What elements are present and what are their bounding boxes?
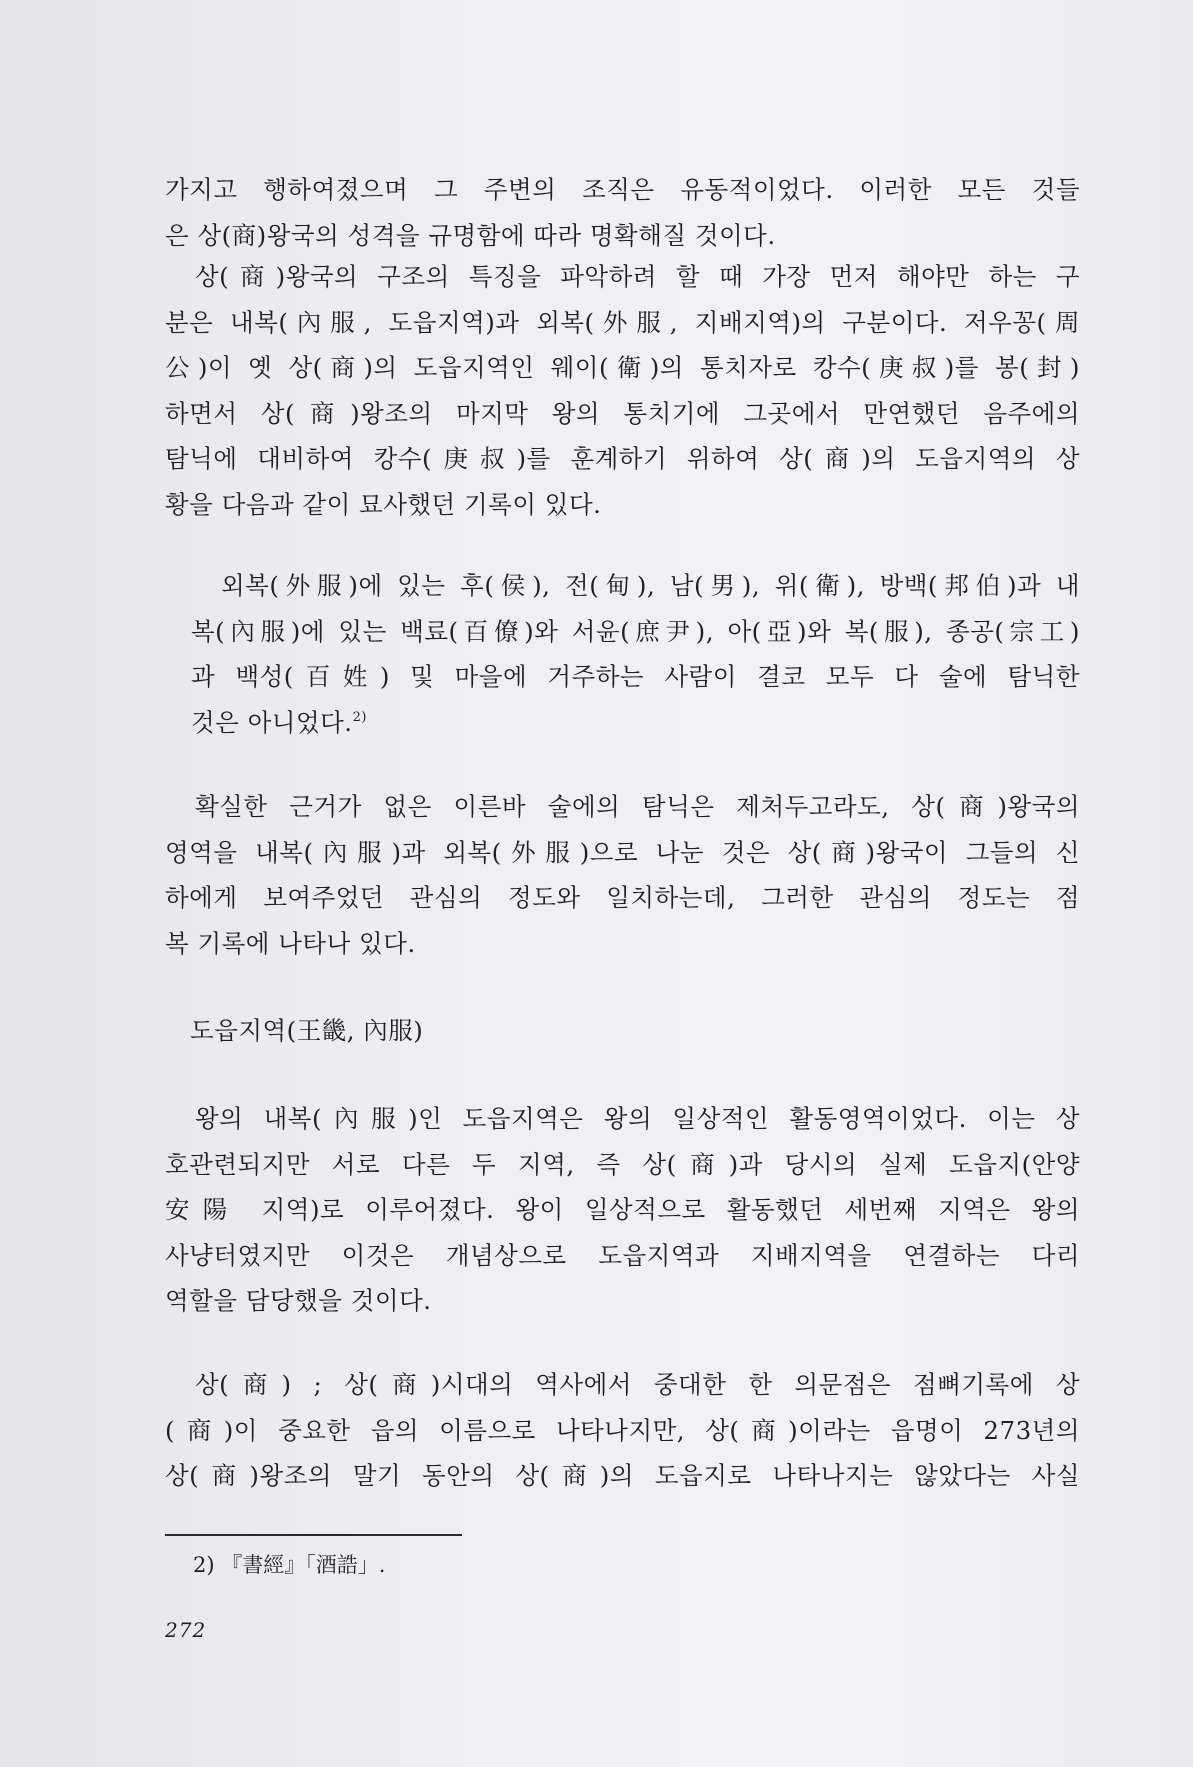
paragraph-continuation — [165, 167, 1080, 258]
text-line: 公)이 옛 상(商)의 도읍지역인 웨이(衛)의 통치자로 캉수(庚叔)를 봉(封) — [165, 353, 1080, 382]
text-line: 왕의 내복(內服)인 도읍지역은 왕의 일상적인 활동영역이었다. 이는 상 — [195, 1104, 1080, 1133]
text-line: 가지고 행하여졌으며 그 주변의 조직은 유동적이었다. 이러한 모든 것들 — [165, 175, 1080, 204]
paragraph-indulgence — [165, 784, 1080, 966]
section-heading: 도읍지역(王畿, 內服) — [190, 1016, 424, 1045]
text-line: 확실한 근거가 없은 이른바 술에의 탐닉은 제처두고라도, 상(商)왕국의 — [195, 792, 1080, 821]
text-line: 외복(外服)에 있는 후(侯), 전(甸), 남(男), 위(衛), 방백(邦伯)과 내 — [221, 571, 1080, 600]
text-line: 황을 다음과 같이 묘사했던 기록이 있다. — [165, 489, 602, 519]
paragraph-capital-region — [165, 1096, 1080, 1324]
text-line: 복(內服)에 있는 백료(百僚)와 서윤(庶尹), 아(亞)와 복(服), 종공(宗工) — [191, 616, 1080, 646]
footnote: 2) 『書經』「酒誥」. — [193, 1553, 386, 1577]
footnote-reference[interactable]: 2) — [352, 709, 367, 725]
text-line: 하에게 보여주었던 관심의 정도와 일치하는데, 그러한 관심의 정도는 점 — [165, 883, 1080, 912]
text-line: 상(商) ; 상(商)시대의 역사에서 중대한 한 의문점은 점뼈기록에 상 — [195, 1370, 1080, 1399]
footnote-divider — [165, 1534, 462, 1536]
text-line: 은 상(商)왕국의 성격을 규명함에 따라 명확해질 것이다. — [165, 220, 776, 250]
text-line: 하면서 상(商)왕조의 마지막 왕의 통치기에 그곳에서 만연했던 음주에의 — [165, 398, 1080, 428]
block-quote — [165, 563, 1080, 745]
paragraph-structure — [165, 254, 1080, 527]
text-line: 분은 내복(內服, 도읍지역)과 외복(外服, 지배지역)의 구분이다. 저우꽁(周 — [165, 307, 1080, 337]
text-line: 상(商)왕조의 말기 동안의 상(商)의 도읍지로 나타나지는 않았다는 사실 — [165, 1461, 1080, 1490]
text-line — [165, 700, 1080, 746]
text-line: 탐닉에 대비하여 캉수(庚叔)를 훈계하기 위하여 상(商)의 도읍지역의 상 — [165, 444, 1080, 473]
page-number: 272 — [165, 1618, 207, 1642]
text-line: 安陽 지역)로 이루어졌다. 왕이 일상적으로 활동했던 세번째 지역은 왕의 — [165, 1195, 1080, 1224]
quote-last-line: 것은 아니었다. — [191, 707, 353, 737]
text-line: 영역을 내복(內服)과 외복(外服)으로 나눈 것은 상(商)왕국이 그들의 신 — [165, 837, 1080, 867]
text-line: 상(商)왕국의 구조의 특징을 파악하려 할 때 가장 먼저 해야만 하는 구 — [195, 262, 1080, 291]
text-line: 역할을 담당했을 것이다. — [165, 1286, 432, 1315]
text-line: 복 기록에 나타나 있다. — [165, 928, 416, 958]
text-line: (商)이 중요한 읍의 이름으로 나타나지만, 상(商)이라는 읍명이 273년의 — [165, 1415, 1080, 1445]
text-line: 과 백성(百姓) 및 마을에 거주하는 사람이 결코 모두 다 술에 탐닉한 — [191, 662, 1080, 691]
text-line: 사냥터였지만 이것은 개념상으로 도읍지역과 지배지역을 연결하는 다리 — [165, 1240, 1080, 1270]
text-line: 호관련되지만 서로 다른 두 지역, 즉 상(商)과 당시의 실제 도읍지(안양 — [165, 1149, 1080, 1179]
paragraph-shang — [165, 1362, 1080, 1499]
